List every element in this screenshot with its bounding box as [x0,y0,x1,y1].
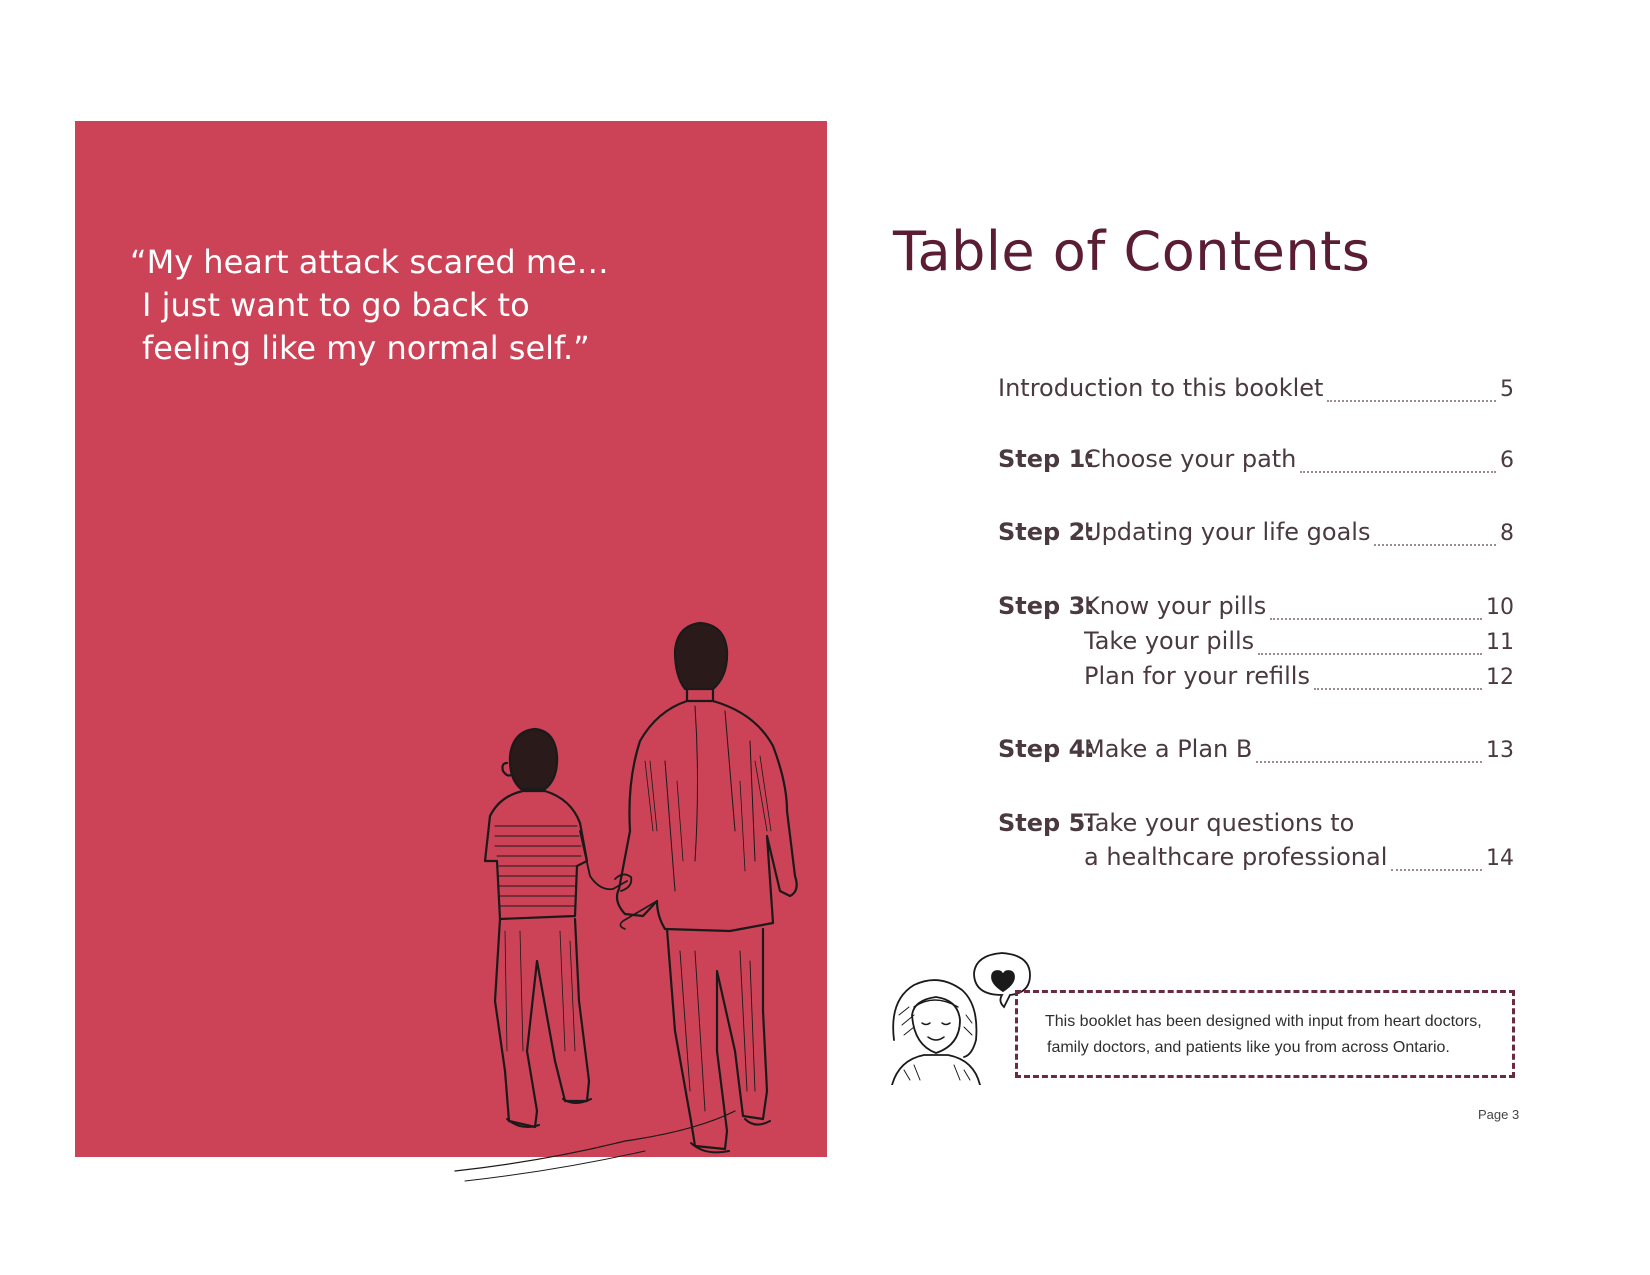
toc-leader-dots [1270,617,1482,620]
toc-entry-text: Plan for your refills [1084,662,1310,690]
toc-entry-text: a healthcare professional [1084,843,1388,871]
toc-step-label: Step 4: [998,735,1095,763]
toc-entry-text: Take your pills [1084,627,1255,655]
toc-leader-dots [1258,652,1482,655]
toc-entry-step-4[interactable] [998,735,1514,769]
toc-entry-step-2[interactable] [998,518,1514,552]
toc-step-label: Step 2: [998,518,1095,546]
toc-page-number: 14 [1486,846,1514,871]
toc-entry-step-1[interactable] [998,445,1514,479]
toc-entry-healthcare-professional[interactable] [998,843,1514,877]
toc-entry-step-5[interactable] [998,809,1514,843]
quote-line-3: feeling like my normal self.” [142,329,590,367]
toc-entry-text: Take your questions to [1084,809,1355,837]
father-son-walking-illustration [395,531,815,1211]
toc-entry-introduction[interactable] [998,374,1514,408]
toc-entry-plan-refills[interactable] [998,662,1514,696]
toc-page-number: 11 [1486,630,1514,655]
note-line-2: family doctors, and patients like you from across Ontario. [1047,1039,1450,1056]
toc-page-number: 8 [1500,521,1514,546]
toc-page-number: 10 [1486,595,1514,620]
toc-entry-text: Choose your path [1084,445,1297,473]
toc-entry-text: Make a Plan B [1084,735,1253,763]
toc-entry-text: Introduction to this booklet [998,374,1324,402]
toc-leader-dots [1374,543,1496,546]
toc-title: Table of Contents [893,220,1371,283]
toc-entry-step-3[interactable] [998,592,1514,626]
toc-leader-dots [1300,470,1496,473]
toc-leader-dots [1327,399,1496,402]
toc-step-label: Step 1: [998,445,1095,473]
page-number: Page 3 [1478,1107,1520,1122]
toc-entry-text: Know your pills [1084,592,1267,620]
note-line-1: This booklet has been designed with input from heart doctors, [1045,1013,1482,1030]
quote-line-2: I just want to go back to [142,286,530,324]
toc-entry-take-pills[interactable] [998,627,1514,661]
toc-step-label: Step 3: [998,592,1095,620]
toc-step-label: Step 5: [998,809,1095,837]
toc-entry-text: Updating your life goals [1084,518,1371,546]
toc-leader-dots [1314,687,1482,690]
patient-quote [130,241,650,370]
toc-page-number: 13 [1486,738,1514,763]
toc-page-number: 5 [1500,377,1514,402]
toc-leader-dots [1256,760,1482,763]
left-panel [75,121,827,1157]
input-note-box [1015,990,1515,1078]
toc-leader-dots [1391,868,1482,871]
toc-page-number: 6 [1500,448,1514,473]
toc-page-number: 12 [1486,665,1514,690]
quote-line-1: “My heart attack scared me… [130,243,609,281]
